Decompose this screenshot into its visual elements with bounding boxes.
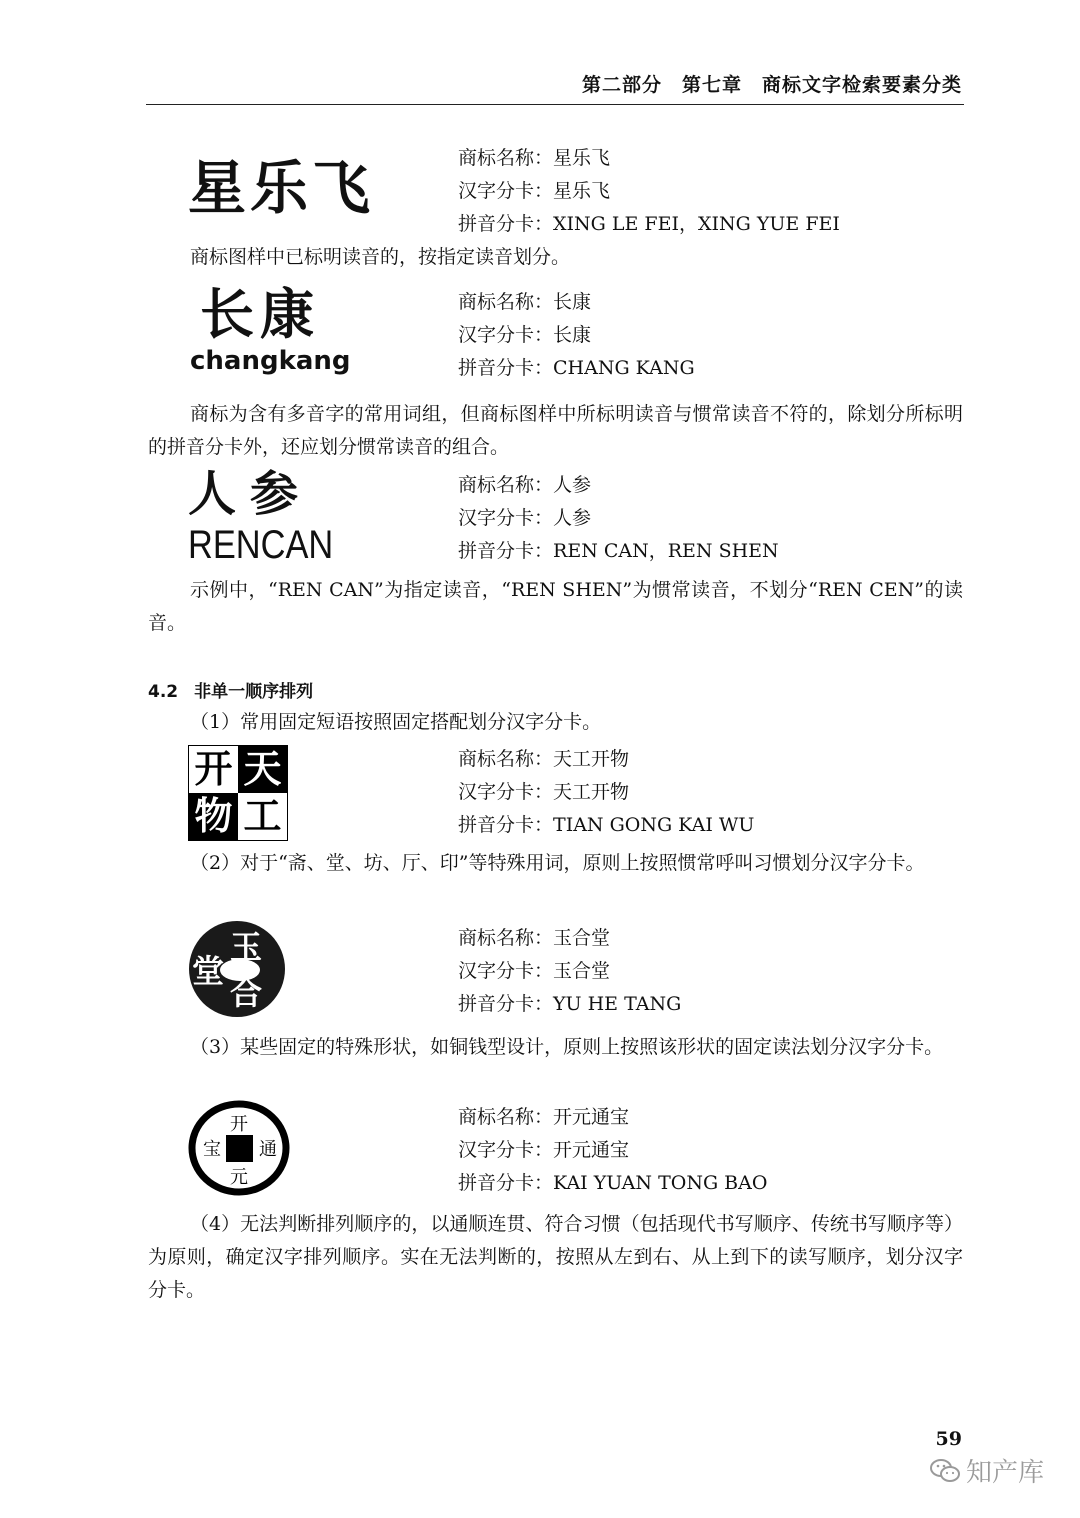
trademark-info-1 [458, 142, 840, 241]
label-name: 商标名称： [458, 147, 554, 169]
logo-char: 合 [229, 974, 263, 1012]
logo-char: 宝 [203, 1139, 221, 1160]
logo-char: 通 [259, 1139, 277, 1160]
trademark-info-5 [458, 922, 681, 1021]
trademark-name: 开元通宝 [553, 1106, 630, 1128]
logo-char: 开 [230, 1114, 248, 1135]
trademark-name: 星乐飞 [553, 147, 611, 169]
label-hanzi: 汉字分卡： [458, 507, 554, 529]
logo-rencan [188, 466, 338, 568]
label-pinyin: 拼音分卡： [458, 213, 554, 235]
hanzi-card: 天工开物 [553, 781, 630, 803]
logo-subtext: RENCAN [188, 523, 334, 567]
hanzi-card: 人参 [553, 507, 592, 529]
hanzi-card: 星乐飞 [553, 180, 611, 202]
logo-xinglefei [188, 156, 374, 220]
label-pinyin: 拼音分卡： [458, 814, 554, 836]
trademark-info-4 [458, 743, 754, 842]
label-name: 商标名称： [458, 474, 554, 496]
logo-char: 天 [238, 746, 287, 793]
page-number: 59 [935, 1428, 962, 1450]
label-hanzi: 汉字分卡： [458, 180, 554, 202]
paragraph-2: 商标为含有多音字的常用词组，但商标图样中所标明读音与惯常读音不符的，除划分所标明的拼音分卡外，还应划分惯常读音的组合。 [148, 403, 963, 458]
logo-char: 开 [189, 746, 238, 793]
paragraph-3: 示例中，“REN CAN”为指定读音，“REN SHEN”为惯常读音，不划分“REN CEN”的读音。 [148, 579, 963, 634]
trademark-info-6 [458, 1101, 767, 1200]
watermark [930, 1452, 1044, 1489]
hanzi-card: 开元通宝 [553, 1139, 630, 1161]
logo-kaiyuantongbao [188, 1100, 290, 1196]
paragraph-5: （2）对于“斋、堂、坊、厅、印”等特殊用词，原则上按照惯常呼叫习惯划分汉字分卡。 [190, 852, 925, 874]
logo-text: 长康 [200, 282, 320, 346]
label-pinyin: 拼音分卡： [458, 357, 554, 379]
label-name: 商标名称： [458, 927, 554, 949]
logo-char: 堂 [191, 952, 225, 990]
logo-yuhetang [188, 920, 286, 1018]
logo-char: 物 [189, 793, 238, 840]
label-hanzi: 汉字分卡： [458, 1139, 554, 1161]
trademark-name: 玉合堂 [553, 927, 611, 949]
logo-char: 玉 [229, 928, 263, 966]
section-heading [148, 677, 329, 702]
wechat-icon [930, 1458, 960, 1484]
pinyin-card: TIAN GONG KAI WU [553, 814, 755, 836]
trademark-name: 天工开物 [553, 748, 630, 770]
paragraph-6: （3）某些固定的特殊形状，如铜钱型设计，原则上按照该形状的固定读法划分汉字分卡。 [190, 1036, 944, 1058]
logo-changkang [190, 282, 360, 376]
logo-tiangongkaiwu [188, 745, 288, 841]
hanzi-card: 玉合堂 [553, 960, 611, 982]
label-name: 商标名称： [458, 1106, 554, 1128]
logo-text: 人参 [188, 466, 313, 522]
trademark-name: 人参 [553, 474, 592, 496]
pinyin-card: CHANG KANG [553, 357, 695, 379]
hanzi-card: 长康 [553, 324, 592, 346]
logo-text: 星乐飞 [188, 154, 375, 222]
logo-char: 工 [238, 793, 287, 840]
logo-subtext: changkang [190, 346, 351, 376]
label-hanzi: 汉字分卡： [458, 960, 554, 982]
label-hanzi: 汉字分卡： [458, 324, 554, 346]
logo-char: 元 [230, 1167, 248, 1188]
paragraph-4: （1）常用固定短语按照固定搭配划分汉字分卡。 [190, 711, 602, 733]
paragraph-7: （4）无法判断排列顺序的，以通顺连贯、符合习惯（包括现代书写顺序、传统书写顺序等）为原则，确定汉字排列顺序。实在无法判断的，按照从左到右、从上到下的读写顺序，划分汉字分卡。 [148, 1213, 963, 1301]
paragraph-1: 商标图样中已标明读音的，按指定读音划分。 [190, 246, 571, 268]
label-pinyin: 拼音分卡： [458, 1172, 554, 1194]
trademark-info-2 [458, 286, 695, 385]
section-number: 4.2 [148, 682, 179, 702]
trademark-name: 长康 [553, 291, 592, 313]
pinyin-card: YU HE TANG [553, 993, 682, 1015]
label-pinyin: 拼音分卡： [458, 540, 554, 562]
header-rule [146, 104, 964, 105]
pinyin-card: XING LE FEI，XING YUE FEI [553, 213, 840, 235]
pinyin-card: REN CAN，REN SHEN [553, 540, 779, 562]
section-title: 非单一顺序排列 [194, 682, 314, 702]
label-name: 商标名称： [458, 748, 554, 770]
pinyin-card: KAI YUAN TONG BAO [553, 1172, 768, 1194]
running-header: 第二部分 第七章 商标文字检索要素分类 [581, 74, 962, 96]
label-hanzi: 汉字分卡： [458, 781, 554, 803]
label-name: 商标名称： [458, 291, 554, 313]
trademark-info-3 [458, 469, 779, 568]
label-pinyin: 拼音分卡： [458, 993, 554, 1015]
watermark-text: 知产库 [965, 1458, 1044, 1488]
